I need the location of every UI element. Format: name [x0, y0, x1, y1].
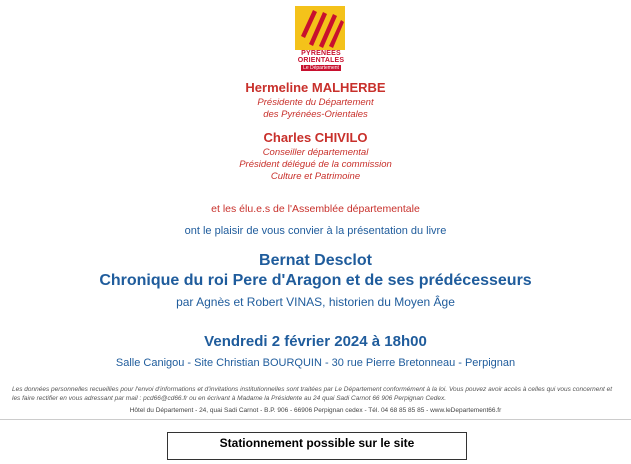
- book-title: Chronique du roi Pere d'Aragon et de ses prédécesseurs: [99, 272, 532, 289]
- department-logo: [295, 6, 347, 71]
- host1-role2: des Pyrénées-Orientales: [263, 109, 368, 120]
- parking-notice: [167, 432, 467, 460]
- host2-role3: Culture et Patrimoine: [270, 171, 361, 182]
- invitation-line: ont le plaisir de vous convier à la présentation du livre: [184, 225, 447, 237]
- host2-name: Charles CHIVILO: [263, 130, 368, 145]
- catalan-stripes-icon: [295, 6, 345, 50]
- host1-name: Hermeline MALHERBE: [245, 80, 386, 95]
- host1-role1: Présidente du Département: [257, 97, 374, 108]
- book-editors: par Agnès et Robert VINAS, historien du Moyen Âge: [176, 295, 455, 309]
- event-date: Vendredi 2 février 2024 à 18h00: [204, 333, 427, 350]
- parking-text: Stationnement possible sur le site: [219, 436, 415, 450]
- divider: [0, 419, 631, 420]
- logo-tag: Le Département: [301, 65, 341, 71]
- department-address: Hôtel du Département - 24, quai Sadi Carnot - B.P. 906 - 66906 Perpignan cedex - Tél. 04 68 85 85 85 - www.leDepartement66.fr: [129, 407, 502, 414]
- book-author: Bernat Desclot: [259, 252, 372, 269]
- assembly-line: et les élu.e.s de l'Assemblée départementale: [211, 203, 420, 215]
- logo-line2: ORIENTALES: [297, 57, 345, 64]
- logo-line1: PYRÉNÉES: [301, 50, 341, 57]
- logo-stripes: [295, 6, 345, 50]
- legal-notice: Les données personnelles recueillies pour l'envoi d'informations et d'invitations institutionnelles sont traitées par Le Département conformément à la loi. Vous pouvez avoir accès à celles qui vous concernent et les faire rectifier en vous adressant par mail : pcd66@cd66.fr ou en écrivant à Madame la Présidente au 24 quai Sadi Carnot 66 906 Perpignan Cedex.: [12, 386, 613, 402]
- host2-role2: Président délégué de la commission: [239, 159, 392, 170]
- event-venue: Salle Canigou - Site Christian BOURQUIN - 30 rue Pierre Bretonneau - Perpignan: [115, 357, 516, 369]
- host2-role1: Conseiller départemental: [262, 147, 369, 158]
